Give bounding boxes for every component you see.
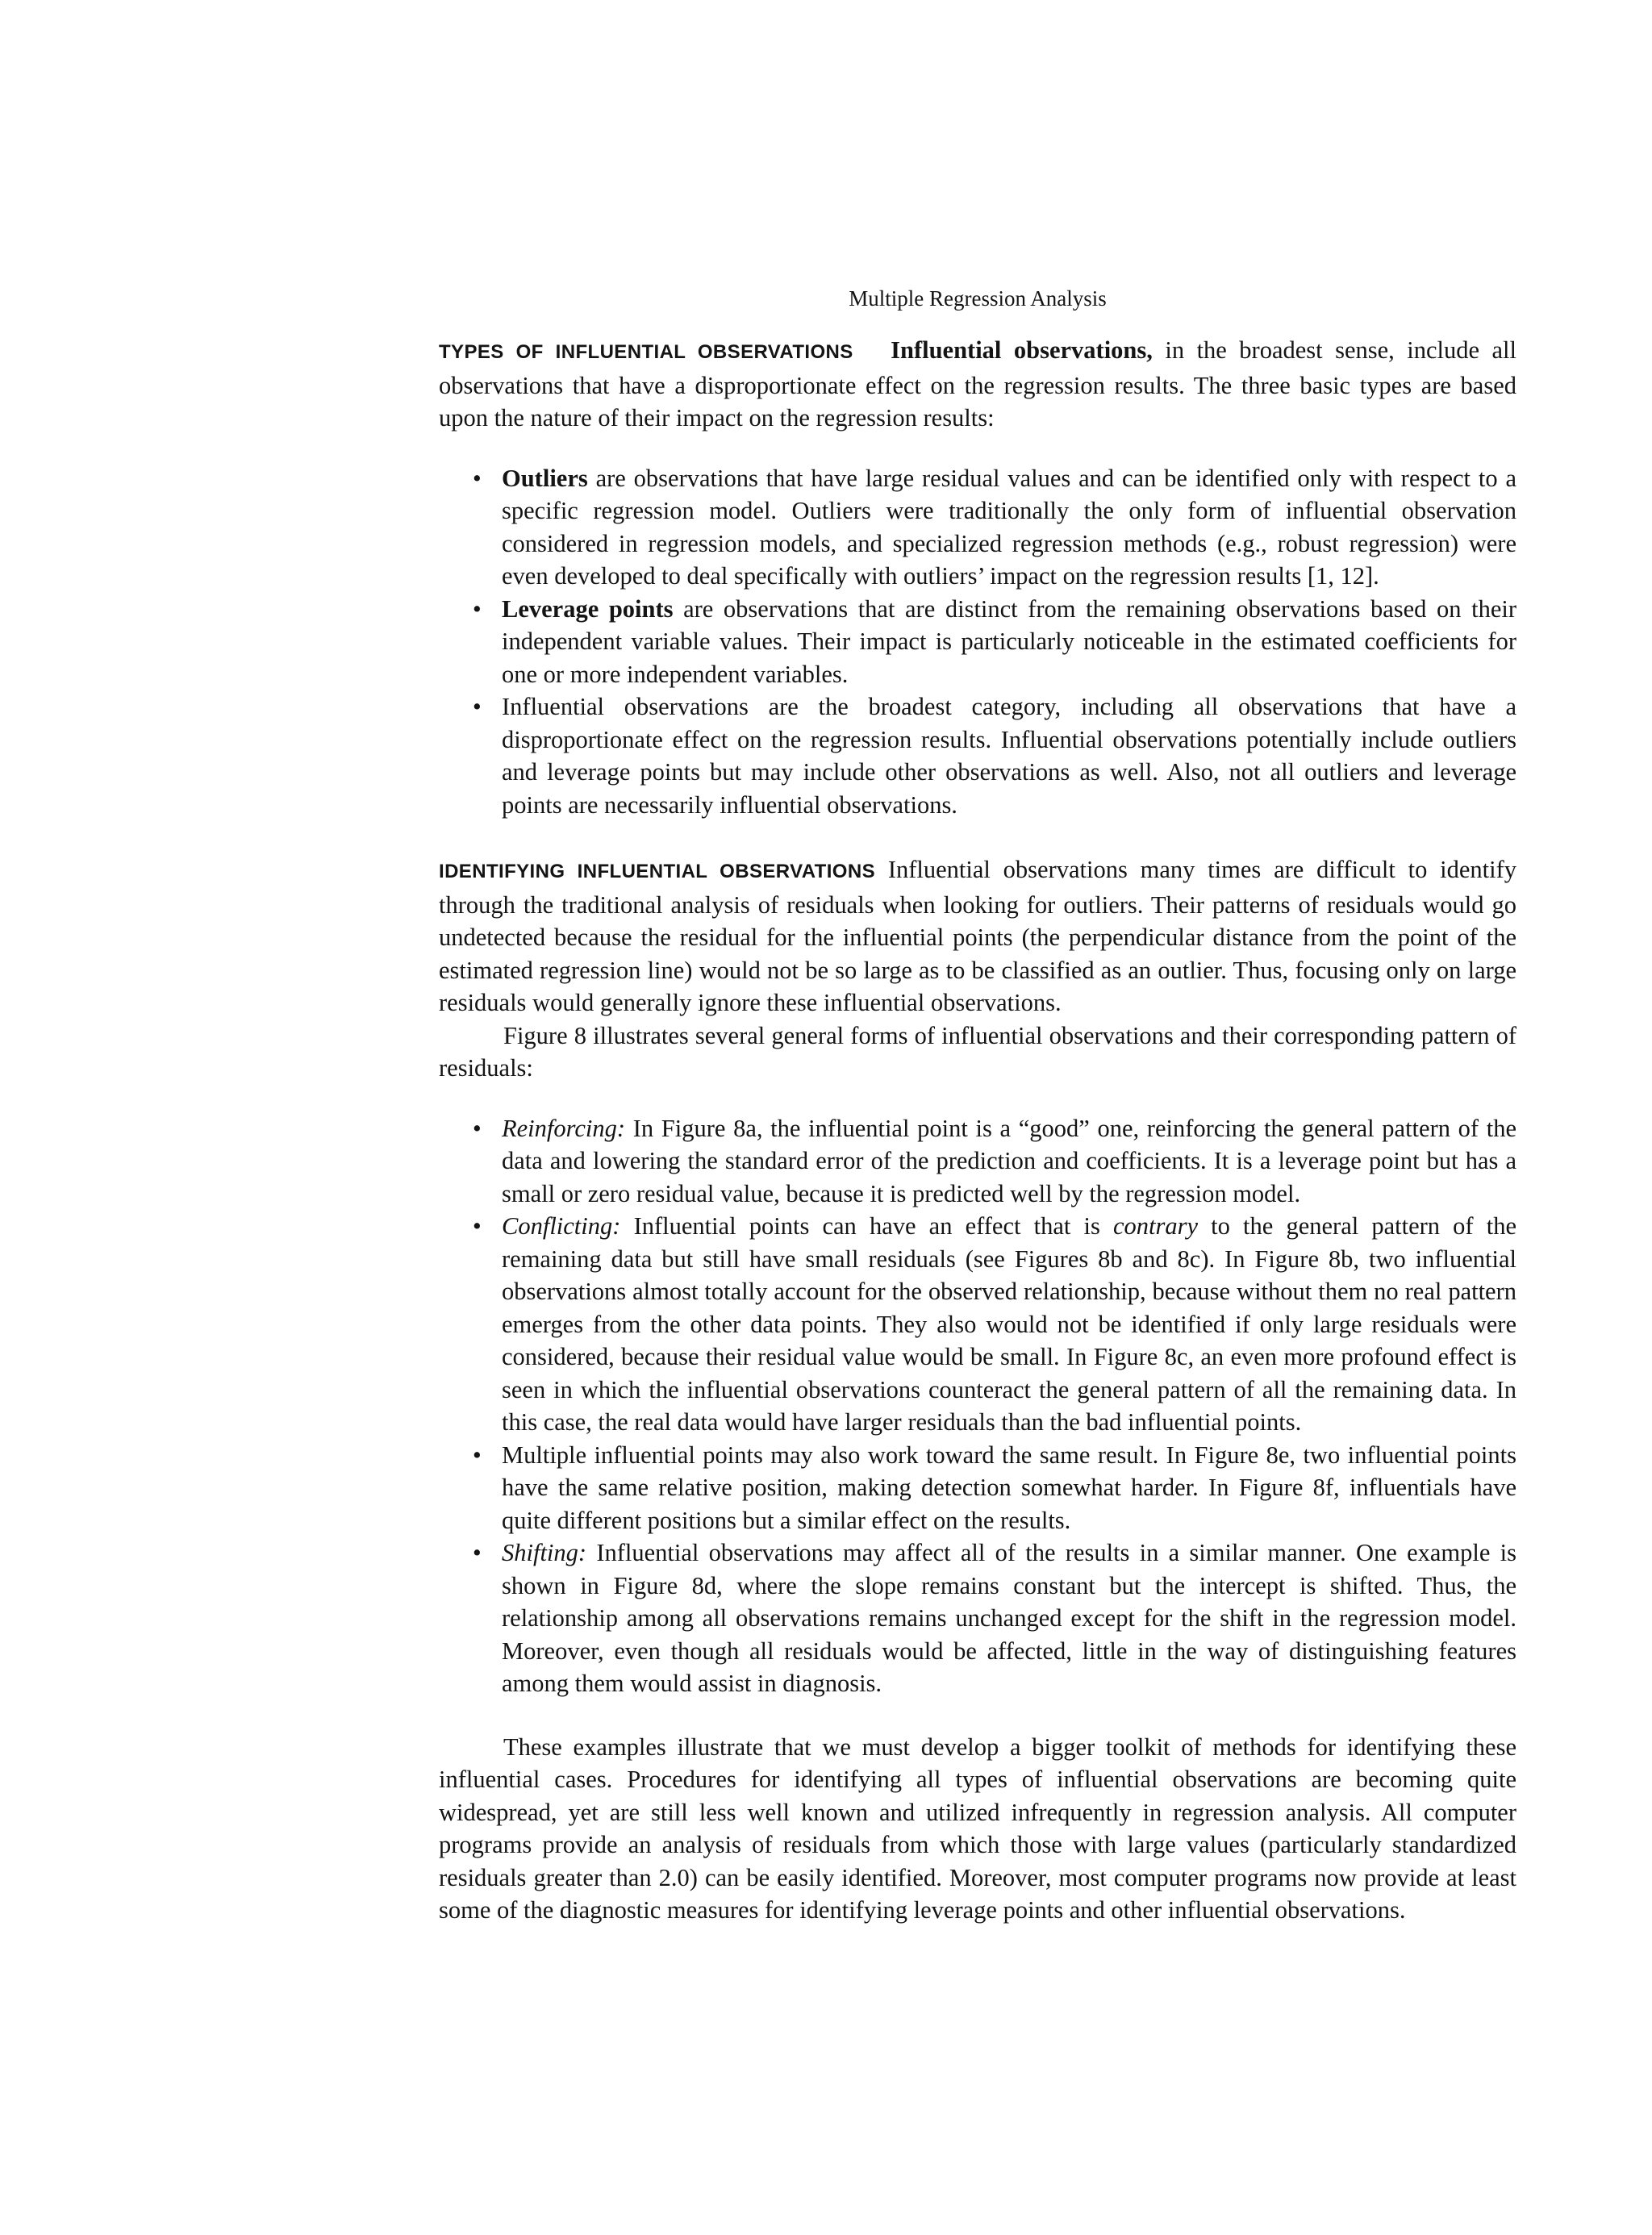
bullet-icon: •: [473, 1441, 482, 1469]
section-types-intro: [439, 334, 1516, 435]
list-text: Influential observations may affect all of the results in a similar manner. One example is shown in Figure 8d, where the slope remains constant but the intercept is shifted. Thus, the relationship among all observations remains unchanged except for the shift in the regression model. Moreover, even though all residuals would be affected, little in the way of distinguishing features among them would assist in diagnosis.: [502, 1539, 1516, 1697]
list-item: [439, 690, 1516, 821]
list-text: are observations that have large residual values and can be identified only with respect to a specific regression model. Outliers were traditionally the only form of influential observation considered in regression models, and specialized regression methods (e.g., robust regression) were even developed to deal specifically with outliers’ impact on the regression results [1, 12].: [502, 464, 1516, 590]
list-text: Influential points can have an effect that is: [620, 1212, 1113, 1240]
influence-types-list: [439, 462, 1516, 822]
list-text: Multiple influential points may also work toward the same result. In Figure 8e, two influential points have the same relative position, making detection somewhat harder. In Figure 8f, influentials have quite different positions but a similar effect on the results.: [502, 1441, 1516, 1534]
intro-text: in the broadest sense, include all observations that have a disproportionate effect on the regression results. The three basic types are based upon the nature of their impact on the regression results:: [439, 336, 1517, 432]
list-term: Conflicting:: [502, 1212, 621, 1240]
list-item: [439, 1112, 1516, 1211]
running-head: Multiple Regression Analysis: [849, 286, 1107, 311]
list-text: In Figure 8a, the influential point is a “good” one, reinforcing the general pattern of the data and lowering the standard error of the prediction and coefficients. It is a leverage point but has a small or zero residual value, because it is predicted well by the regression model.: [502, 1114, 1516, 1207]
list-term: Shifting:: [502, 1539, 587, 1566]
list-term: Outliers: [502, 464, 588, 492]
list-term: Leverage points: [502, 594, 674, 623]
section-heading-types: TYPES OF INFLUENTIAL OBSERVATIONS: [439, 341, 853, 363]
section-heading-identifying: IDENTIFYING INFLUENTIAL OBSERVATIONS: [439, 861, 876, 882]
list-item: [439, 1210, 1516, 1439]
bullet-icon: •: [473, 594, 482, 623]
intro-text: Influential observations many times are difficult to identify through the traditional analysis of residuals when looking for outliers. Their patterns of residuals would go undetected because the residual for the influential points (the perpendicular distance from the point of the estimated regression line) would not be so large as to be classified as an outlier. Thus, focusing only on large residuals would generally ignore these influential observations.: [439, 856, 1516, 1016]
bullet-icon: •: [473, 693, 482, 720]
list-item: [439, 462, 1516, 593]
list-item: [439, 1439, 1516, 1537]
list-item: [439, 593, 1516, 691]
bullet-icon: •: [473, 1212, 482, 1240]
list-item: [439, 1537, 1516, 1700]
section-identifying-intro: [439, 853, 1516, 1020]
lead-term: Influential observations,: [891, 336, 1153, 364]
list-text: are observations that are distinct from the remaining observations based on their independent variable values. Their impact is particularly noticeable in the estimated coefficients for one or more independent variables.: [502, 594, 1516, 688]
list-term: Reinforcing:: [502, 1114, 626, 1142]
emphasis-text: contrary: [1112, 1212, 1199, 1240]
bullet-icon: •: [473, 1114, 482, 1142]
list-text: Influential observations are the broadest category, including all observations that have a disproportionate effect on the regression results. Influential observations potentially include outliers and leverage points but may include other observations as well. Also, not all outliers and leverage points are necessarily influential observations.: [502, 693, 1516, 819]
closing-paragraph: These examples illustrate that we must develop a bigger toolkit of methods for identifying these influential cases. Procedures for identifying all types of influential observations are becoming quite widespread, yet are still less well known and utilized infrequently in regression analysis. All computer programs provide an analysis of residuals from which those with large values (particularly standardized residuals greater than 2.0) can be easily identified. Moreover, most computer programs now provide at least some of the diagnostic measures for identifying leverage points and other influential observations.: [439, 1733, 1516, 1924]
influence-forms-list: [439, 1112, 1516, 1700]
list-text: to the general pattern of the remaining data but still have small residuals (see Figures 8b and 8c). In Figure 8b, two influential observations almost totally account for the observed relationship, because without them no real pattern emerges from the other data points. They also would not be identified if only large residuals were considered, because their residual value would be small. In Figure 8c, an even more profound effect is seen in which the influential observations counteract the general pattern of all the remaining data. In this case, the real data would have larger residuals than the bad influential points.: [502, 1212, 1516, 1436]
document-page: [439, 282, 1516, 1927]
bullet-icon: •: [473, 1539, 482, 1566]
figure-paragraph: Figure 8 illustrates several general forms of influential observations and their corresponding pattern of residuals:: [439, 1021, 1516, 1082]
bullet-icon: •: [473, 464, 482, 492]
